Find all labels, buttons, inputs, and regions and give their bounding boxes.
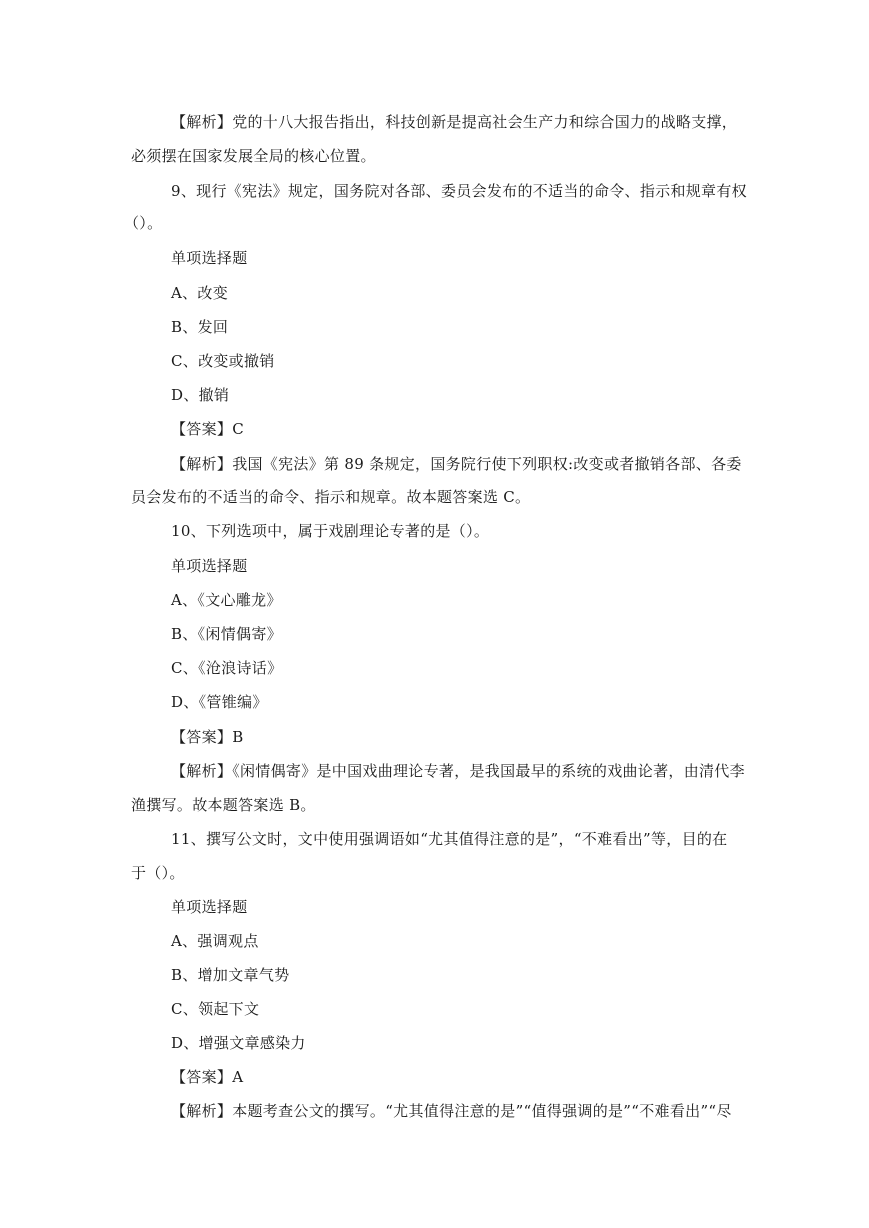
question-10-option-d: D、《管锥编》 — [171, 693, 268, 711]
question-9-option-b: B、发回 — [171, 318, 229, 336]
question-11-analysis-line-1: 【解析】本题考查公文的撰写。“尤其值得注意的是”“值得强调的是”“不难看出”“尽 — [171, 1102, 732, 1120]
question-11-option-c: C、领起下文 — [171, 1000, 260, 1018]
question-10-type: 单项选择题 — [171, 557, 248, 575]
analysis-8-line-1: 【解析】党的十八大报告指出，科技创新是提高社会生产力和综合国力的战略支撑， — [171, 113, 738, 131]
question-11-type: 单项选择题 — [171, 898, 248, 916]
question-11-answer: 【答案】A — [171, 1068, 244, 1086]
question-11-line-2: 于（）。 — [131, 864, 185, 882]
question-10-answer: 【答案】B — [171, 728, 244, 746]
question-11-option-d: D、增强文章感染力 — [171, 1034, 306, 1052]
question-10-option-a: A、《文心雕龙》 — [171, 591, 282, 609]
question-10-option-c: C、《沧浪诗话》 — [171, 659, 283, 677]
question-10-analysis-line-1: 【解析】《闲情偶寄》是中国戏曲理论专著，是我国最早的系统的戏曲论著，由清代李 — [171, 762, 745, 780]
question-9-option-d: D、撤销 — [171, 386, 230, 404]
question-9-option-c: C、改变或撤销 — [171, 352, 275, 370]
question-9-analysis-line-1: 【解析】我国《宪法》第 89 条规定，国务院行使下列职权:改变或者撤销各部、各委 — [171, 455, 742, 473]
analysis-8-line-2: 必须摆在国家发展全局的核心位置。 — [131, 147, 376, 165]
question-10-line-1: 10、下列选项中，属于戏剧理论专著的是（）。 — [171, 522, 490, 540]
question-9-type: 单项选择题 — [171, 249, 248, 267]
question-11-line-1: 11、撰写公文时，文中使用强调语如“尤其值得注意的是”，“不难看出”等，目的在 — [171, 830, 728, 848]
question-10-option-b: B、《闲情偶寄》 — [171, 625, 282, 643]
question-9-option-a: A、改变 — [171, 284, 229, 302]
question-9-line-2: （）。 — [124, 214, 163, 232]
question-9-line-1: 9、现行《宪法》规定，国务院对各部、委员会发布的不适当的命令、指示和规章有权 — [171, 182, 747, 200]
question-11-option-a: A、强调观点 — [171, 932, 259, 950]
question-9-answer: 【答案】C — [171, 420, 244, 438]
question-11-option-b: B、增加文章气势 — [171, 966, 290, 984]
question-9-analysis-line-2: 员会发布的不适当的命令、指示和规章。故本题答案选 C。 — [131, 488, 531, 506]
question-10-analysis-line-2: 渔撰写。故本题答案选 B。 — [131, 796, 316, 814]
